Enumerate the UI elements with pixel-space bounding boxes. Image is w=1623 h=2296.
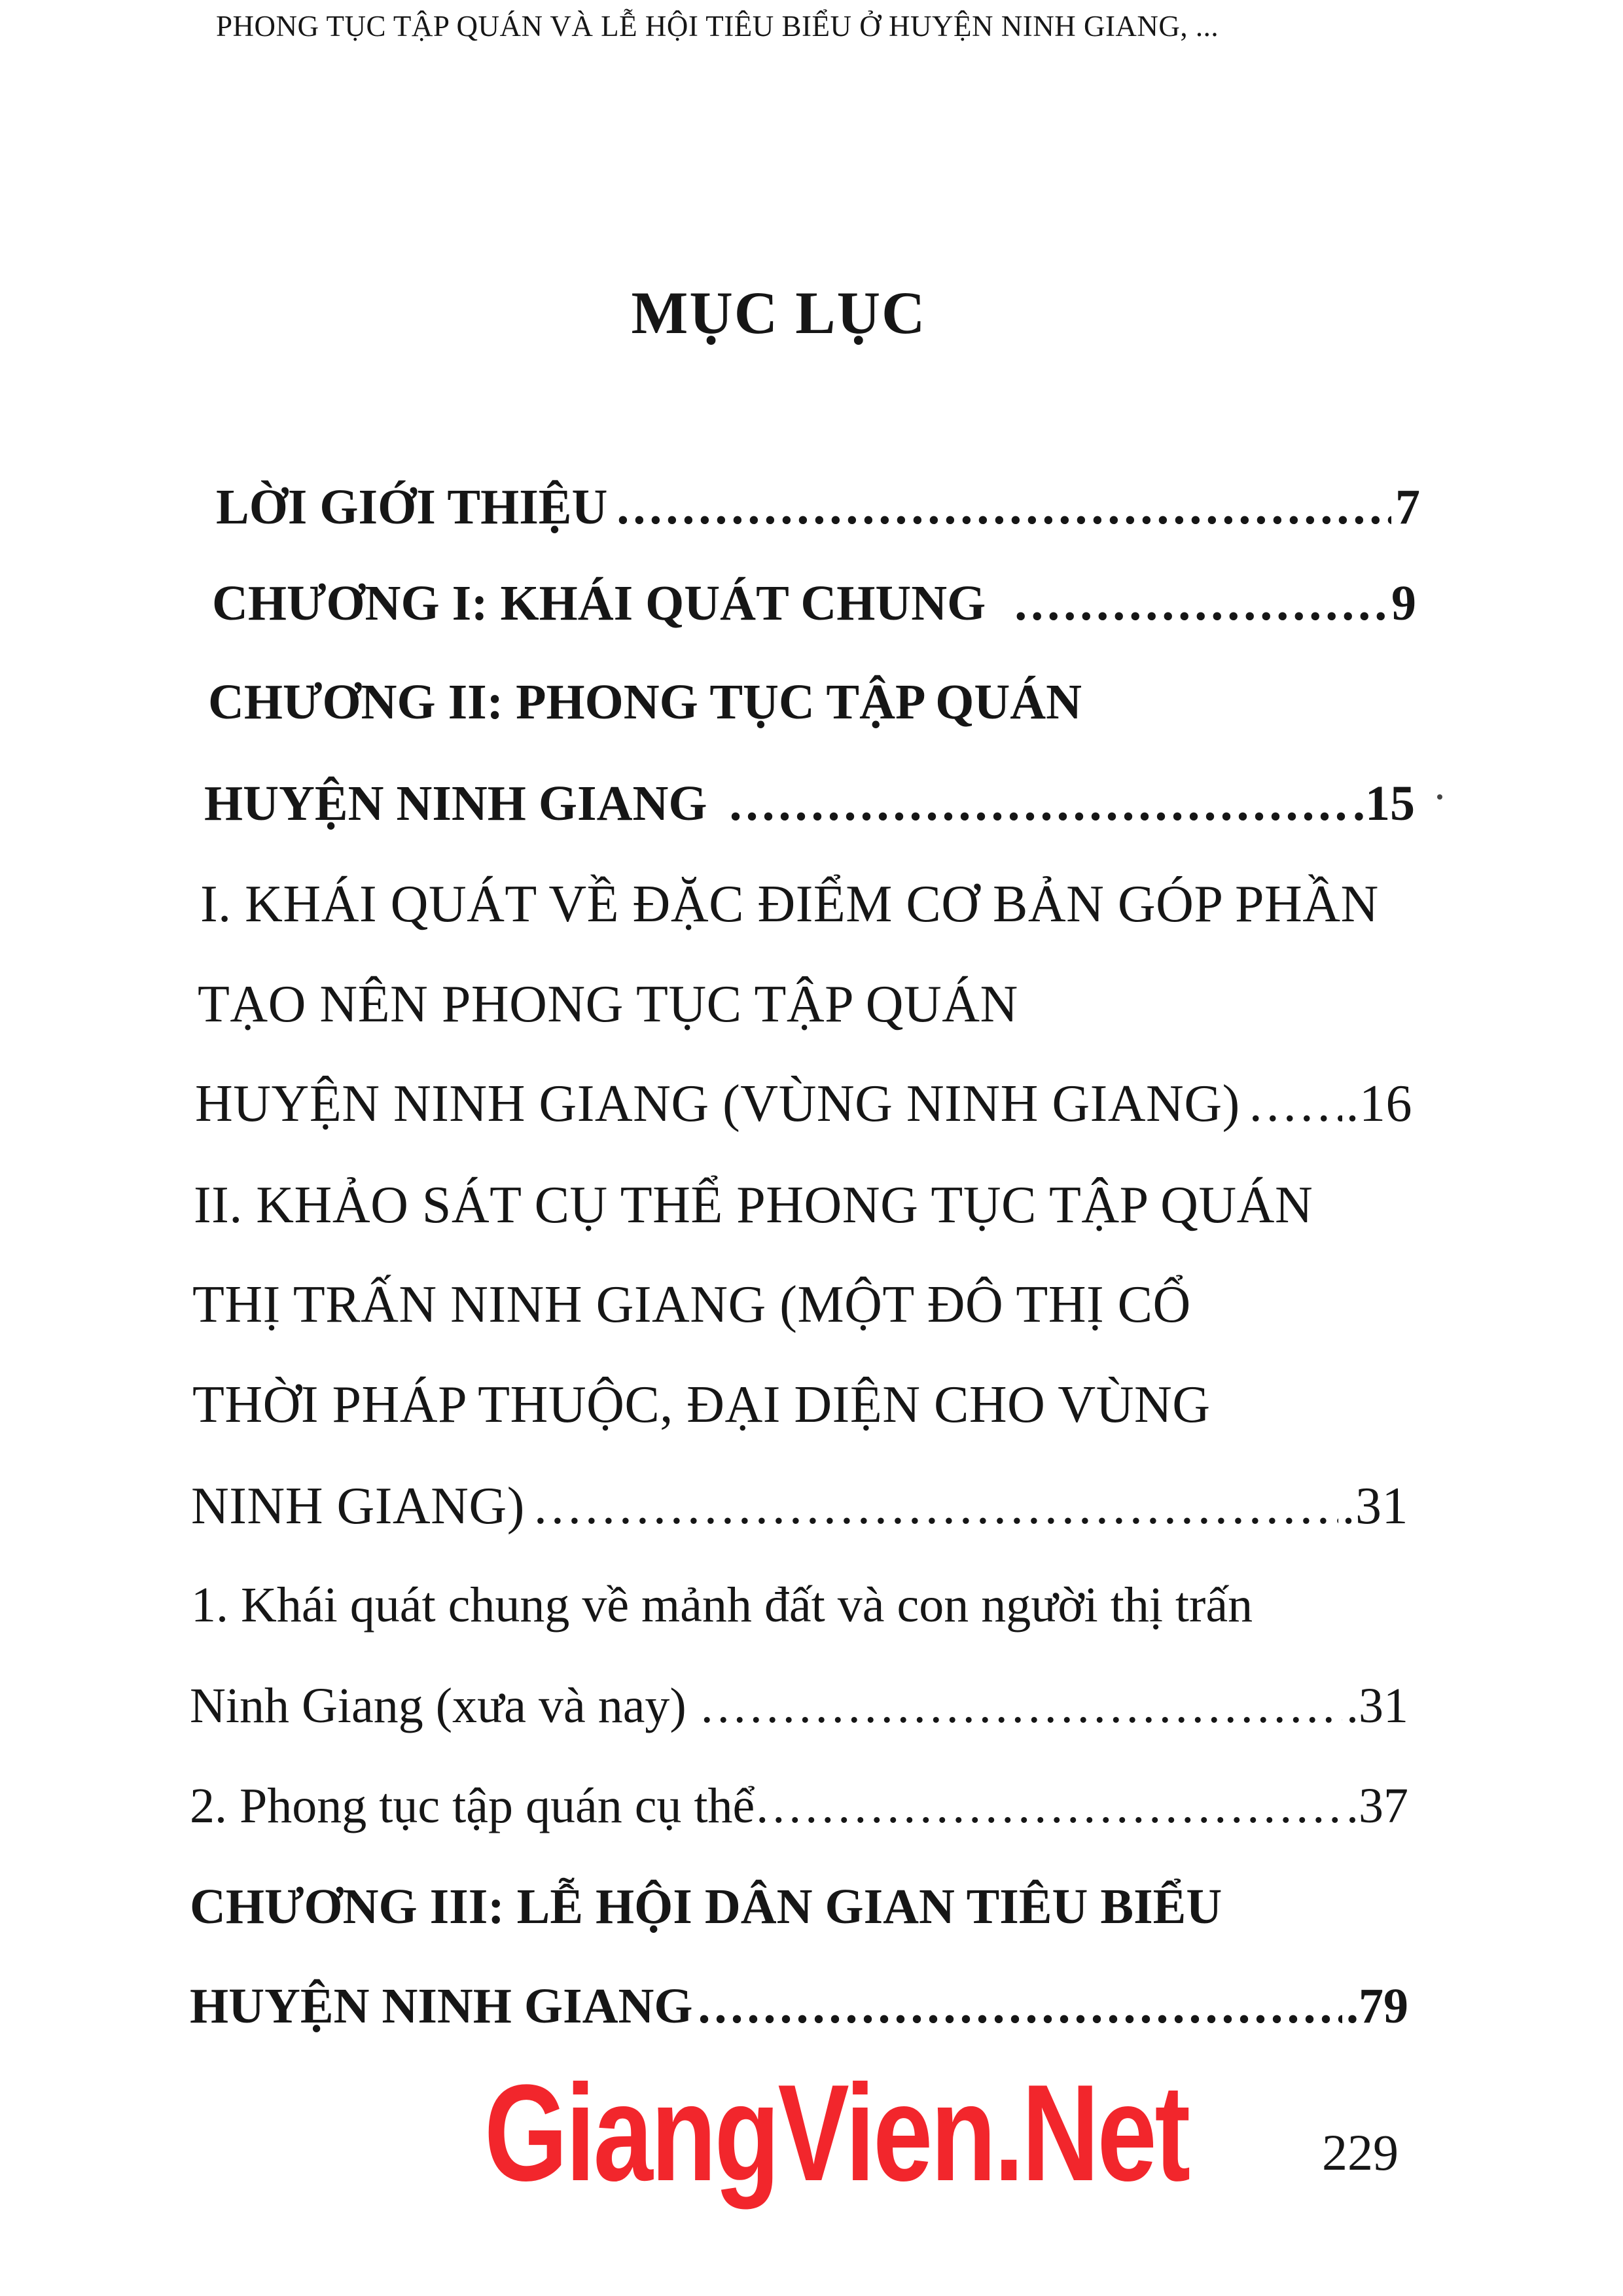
toc-entry-chuong-3-line1[interactable] [190,1874,1222,1939]
toc-entry-page: 9 [1391,576,1416,631]
toc-entry-page: .31 [1346,1678,1408,1733]
page-number: 229 [1322,2124,1399,2181]
toc-entry-label: I. KHÁI QUÁT VỀ ĐẶC ĐIỂM CƠ BẢN GÓP PHẦN [200,875,1379,933]
toc-entry-label: CHƯƠNG I: KHÁI QUÁT CHUNG [212,576,986,631]
toc-entry-section-2-line1[interactable] [194,1173,1313,1238]
toc-title: MỤC LỤC [631,279,927,346]
toc-entry-page: .79 [1346,1979,1408,2034]
dot-leader [756,1773,1342,1839]
toc-entry-section-2-line3[interactable] [192,1372,1211,1438]
toc-entry-chuong-1[interactable] [212,571,1416,636]
toc-entry-section-1-line1[interactable] [200,872,1379,937]
toc-entry-label: LỜI GIỚI THIỆU [216,480,608,535]
toc-entry-section-2-line4[interactable] [191,1474,1408,1539]
toc-entry-page: .31 [1342,1477,1408,1535]
toc-entry-label: HUYỆN NINH GIANG [190,1979,693,2034]
toc-entry-chuong-2-line2[interactable] [204,771,1415,836]
toc-entry-section-2-line2[interactable] [192,1272,1191,1337]
stray-mark [1437,794,1442,800]
toc-entry-label: TẠO NÊN PHONG TỤC TẬP QUÁN [198,976,1018,1033]
toc-entry-page: 7 [1395,480,1420,535]
toc-entry-label: HUYỆN NINH GIANG (VÙNG NINH GIANG) [195,1075,1240,1133]
dot-leader [1014,571,1387,636]
toc-entry-label: Ninh Giang (xưa và nay) [190,1678,687,1733]
toc-entry-chuong-2-line1[interactable] [208,669,1082,735]
dot-leader [534,1474,1338,1539]
dot-leader [1249,1071,1342,1137]
toc-entry-section-1-line3[interactable] [195,1071,1412,1137]
toc-entry-page: .37 [1346,1778,1408,1833]
dot-leader [730,771,1349,836]
toc-entry-label: THỊ TRẤN NINH GIANG (MỘT ĐÔ THỊ CỔ [192,1276,1191,1333]
toc-entry-label: 2. Phong tục tập quán cụ thể [190,1778,755,1833]
running-header: PHONG TỤC TẬP QUÁN VÀ LỄ HỘI TIÊU BIỂU Ở HUYỆN NINH GIANG, ... [216,10,1219,43]
toc-entry-label: HUYỆN NINH GIANG [204,776,707,831]
toc-entry-label: II. KHẢO SÁT CỤ THỂ PHONG TỤC TẬP QUÁN [194,1176,1313,1234]
toc-entry-subsection-2[interactable] [190,1773,1408,1839]
toc-entry-loi-gioi-thieu[interactable] [216,474,1420,540]
toc-entry-section-1-line2[interactable] [198,972,1018,1037]
toc-entry-page: .15 [1353,776,1415,831]
toc-entry-subsection-1-line1[interactable] [191,1572,1253,1638]
toc-entry-label: 1. Khái quát chung về mảnh đất và con người thị trấn [191,1578,1253,1633]
toc-entry-chuong-3-line2[interactable] [190,1973,1408,2039]
toc-entry-label: THỜI PHÁP THUỘC, ĐẠI DIỆN CHO VÙNG [192,1376,1211,1434]
toc-entry-page: .16 [1346,1075,1412,1133]
dot-leader [616,474,1391,540]
dot-leader [698,1973,1343,2039]
dot-leader [701,1673,1342,1739]
toc-entry-label: CHƯƠNG III: LỄ HỘI DÂN GIAN TIÊU BIỂU [190,1879,1222,1934]
toc-entry-label: NINH GIANG) [191,1477,525,1535]
watermark-logo: GiangVien.Net [484,2056,1188,2210]
toc-entry-subsection-1-line2[interactable] [190,1673,1408,1739]
toc-entry-label: CHƯƠNG II: PHONG TỤC TẬP QUÁN [208,675,1082,730]
